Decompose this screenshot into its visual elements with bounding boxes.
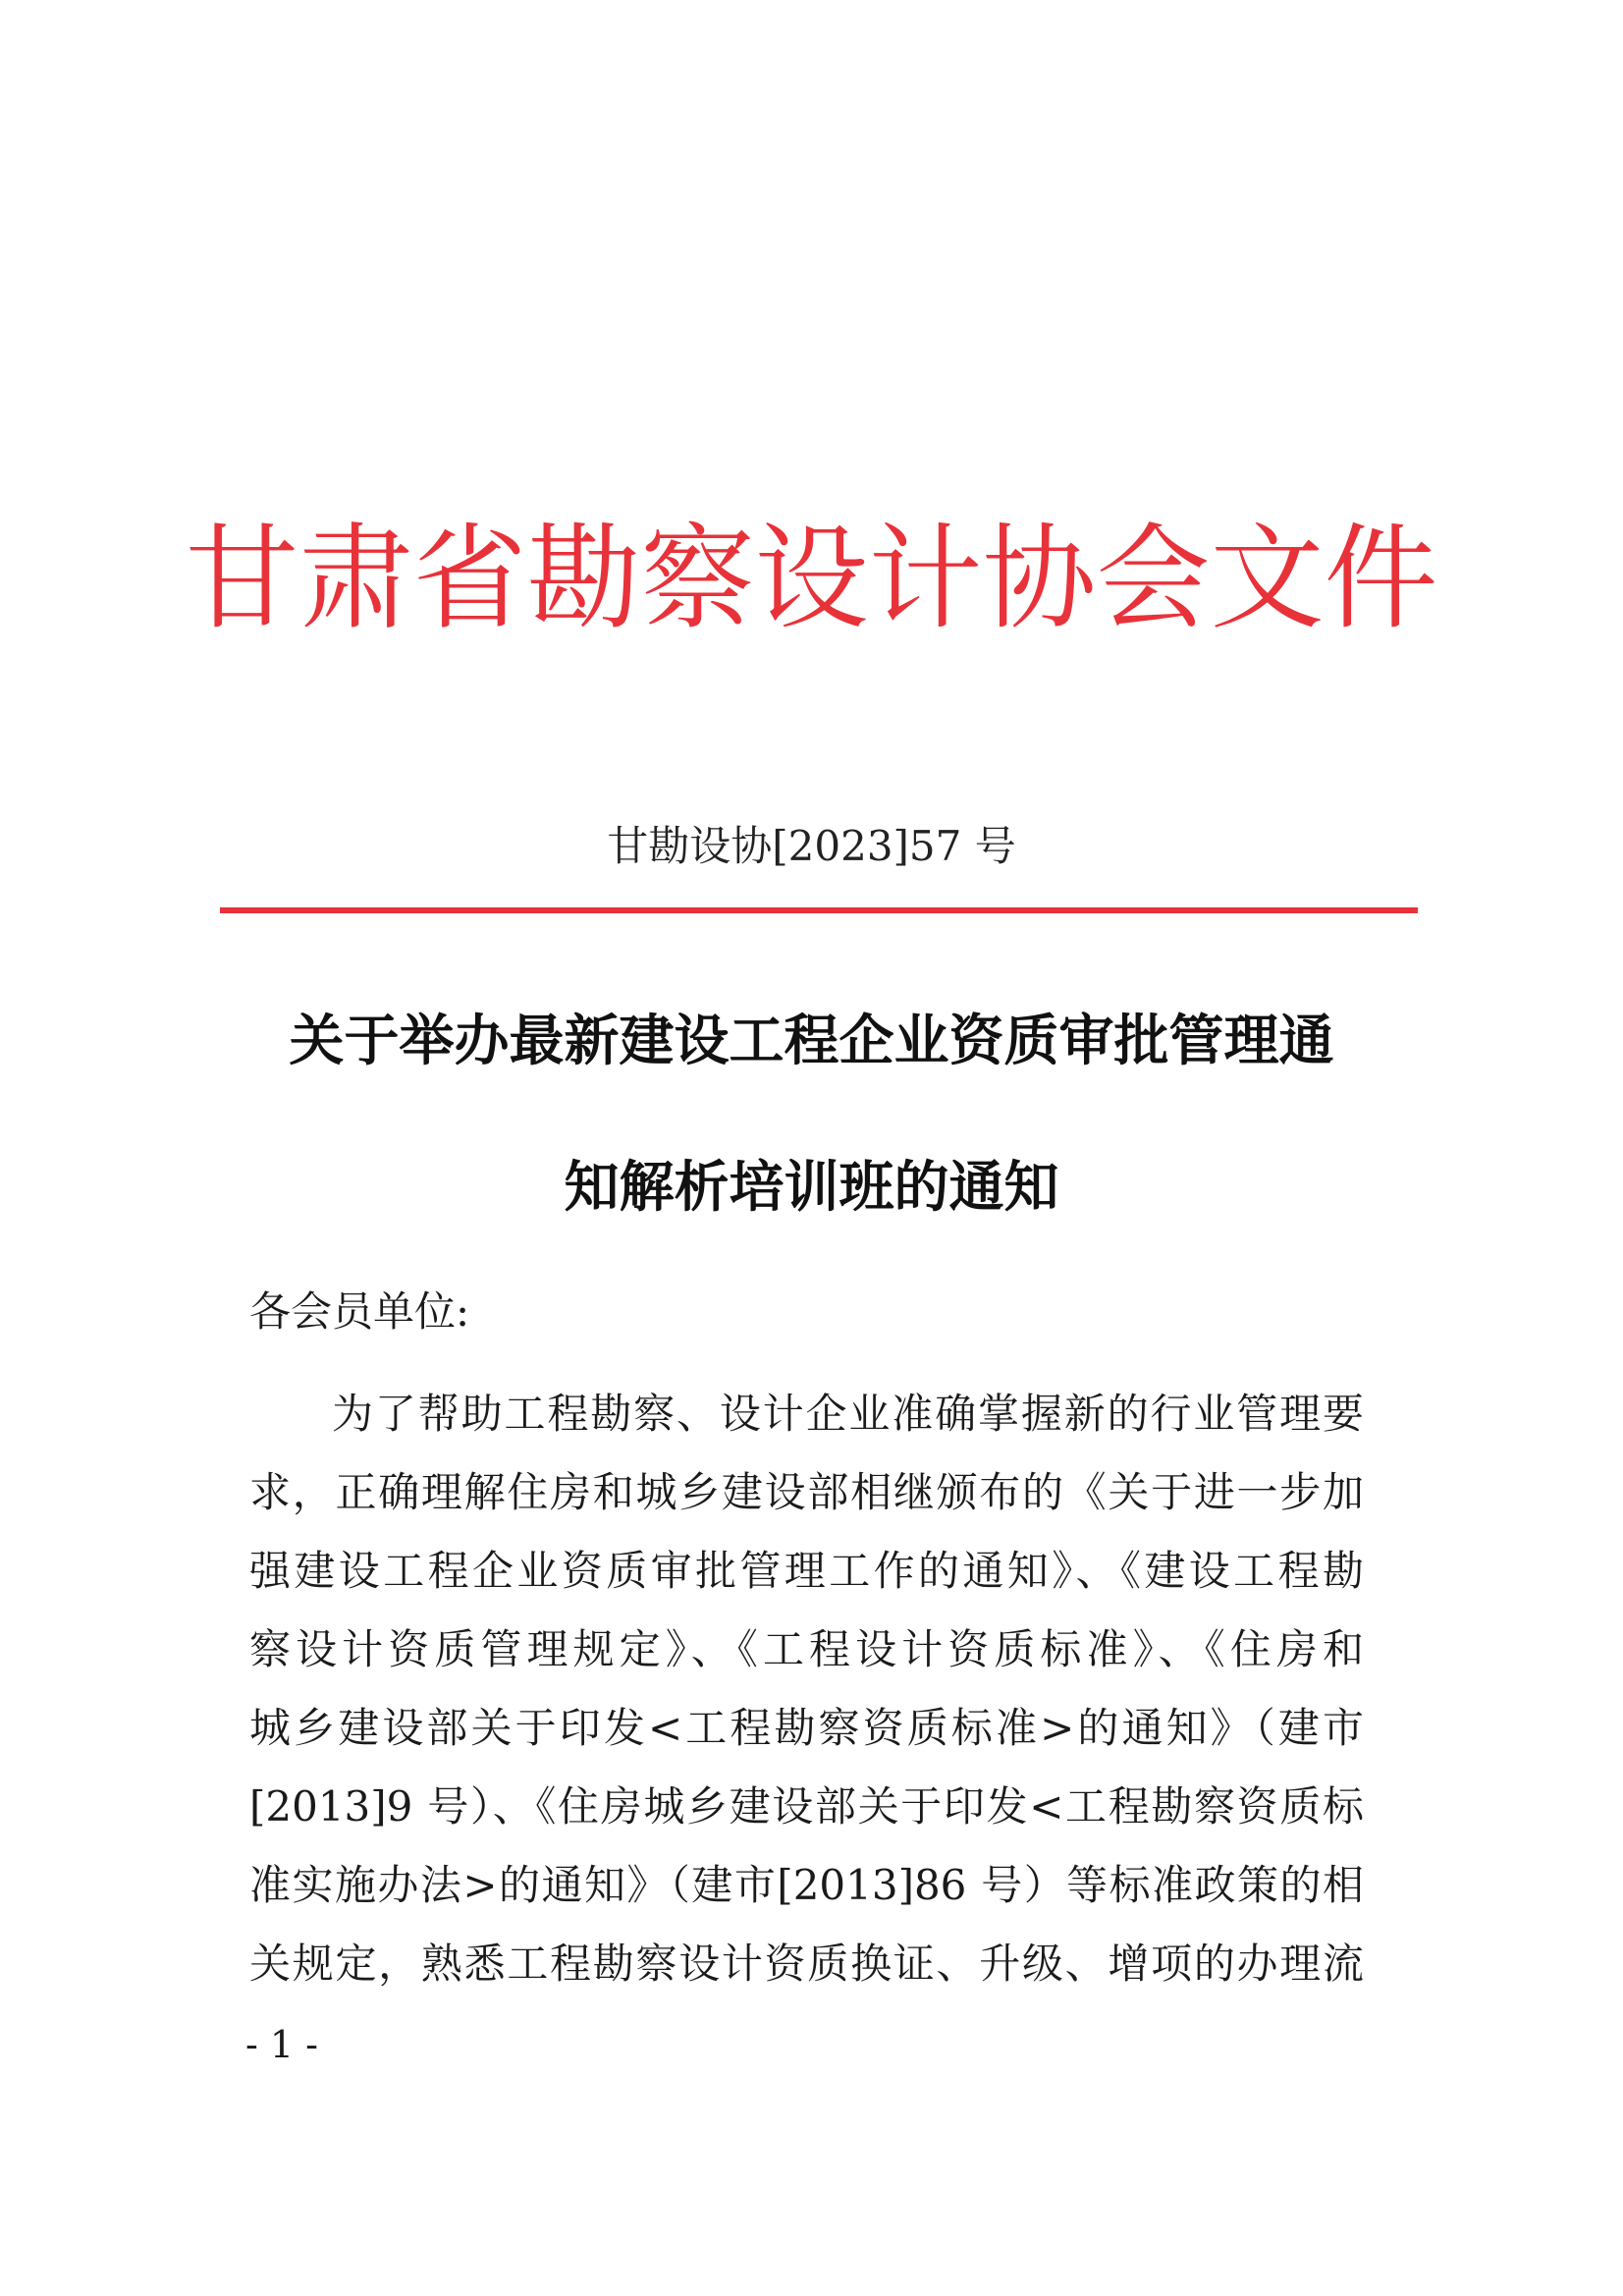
notice-title-line-1: 关于举办最新建设工程企业资质审批管理通	[289, 1010, 1334, 1073]
body-line: 城乡建设部关于印发<工程勘察资质标准>的通知》（建市	[249, 1704, 1364, 1752]
notice-title-line-2: 知解析培训班的通知	[564, 1156, 1059, 1220]
body-line: 关规定，熟悉工程勘察设计资质换证、升级、增项的办理流	[249, 1940, 1364, 1988]
red-separator-line	[220, 907, 1418, 913]
document-number: 甘勘设协[2023]57 号	[607, 822, 1016, 870]
page-number: - 1 -	[245, 2023, 319, 2066]
body-line: 强建设工程企业资质审批管理工作的通知》、《建设工程勘	[249, 1547, 1364, 1595]
body-line: 准实施办法>的通知》（建市[2013]86 号）等标准政策的相	[249, 1861, 1364, 1909]
salutation: 各会员单位:	[249, 1287, 470, 1336]
body-line: 求，正确理解住房和城乡建设部相继颁布的《关于进一步加	[249, 1468, 1364, 1516]
body-line: 为了帮助工程勘察、设计企业准确掌握新的行业管理要	[332, 1390, 1364, 1438]
body-paragraph	[249, 1375, 1364, 2003]
body-line: 察设计资质管理规定》、《工程设计资质标准》、《住房和	[249, 1625, 1364, 1673]
masthead-title: 甘肃省勘察设计协会文件	[185, 513, 1438, 645]
notice-title	[216, 1011, 1407, 1304]
body-line: [2013]9 号）、《住房城乡建设部关于印发<工程勘察资质标	[249, 1782, 1364, 1831]
